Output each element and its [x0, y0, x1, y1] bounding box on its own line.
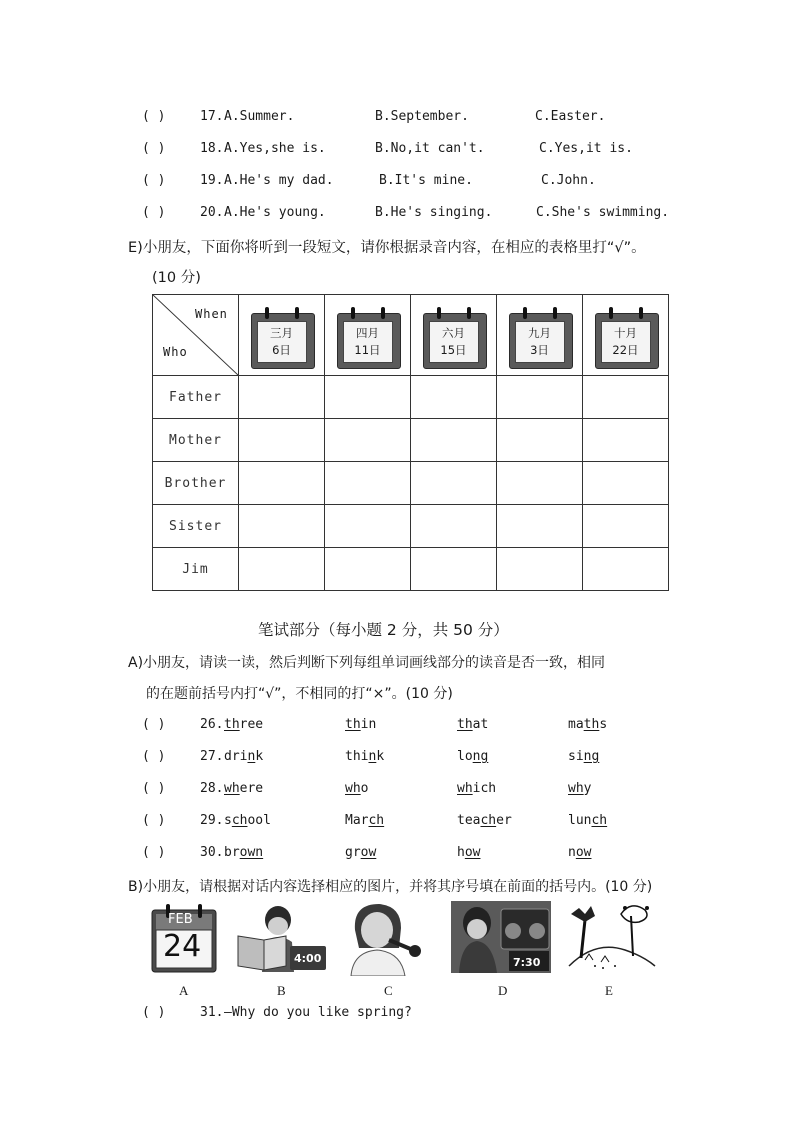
answer-blank[interactable]: ( ): [142, 749, 166, 764]
underlined-segment: wh: [568, 781, 584, 796]
corner-when-label: When: [195, 307, 228, 321]
picture-label: B: [277, 983, 286, 998]
answer-blank[interactable]: ( ): [142, 717, 166, 732]
corner-cell: [153, 295, 239, 376]
row-label: Sister: [153, 505, 239, 548]
picture-label: A: [179, 983, 189, 998]
phonics-word: why: [568, 781, 592, 796]
section-a-instruction-2: 的在题前括号内打“√”，不相同的打“×”。(10 分): [146, 686, 453, 702]
calendar-month: 六月: [442, 326, 465, 340]
picture-label: E: [605, 983, 613, 998]
underlined-segment: ch: [368, 813, 385, 828]
phonics-word: long: [457, 749, 489, 764]
table-row: [153, 419, 669, 462]
answer-cell[interactable]: [497, 462, 583, 505]
date-cell: [239, 295, 325, 376]
table-row: [153, 462, 669, 505]
calendar-month: 三月: [270, 326, 293, 340]
section-e-instruction: E)小朋友，下面你将听到一段短文，请你根据录音内容，在相应的表格里打“√”。: [128, 240, 646, 256]
option-b: B.He's singing.: [375, 205, 493, 220]
answer-blank[interactable]: ( ): [142, 173, 166, 188]
underlined-segment: ng: [472, 749, 489, 764]
phonics-word: which: [457, 781, 497, 796]
answer-cell[interactable]: [497, 548, 583, 591]
phonics-word: sing: [568, 749, 600, 764]
option-a: A.He's my dad.: [224, 173, 334, 188]
answer-cell[interactable]: [411, 505, 497, 548]
underlined-segment: ow: [360, 845, 377, 860]
question-number: 27.: [200, 749, 224, 764]
answer-blank[interactable]: ( ): [142, 141, 166, 156]
phonics-word: March: [345, 813, 385, 828]
answer-cell[interactable]: [325, 505, 411, 548]
answer-cell[interactable]: [411, 419, 497, 462]
clock-time: 4:00: [294, 952, 322, 965]
date-cell: [411, 295, 497, 376]
calendar-month: 四月: [356, 326, 379, 340]
date-cell: [497, 295, 583, 376]
underlined-segment: wh: [345, 781, 361, 796]
option-c: C.Easter.: [535, 109, 606, 124]
question-number: 29.: [200, 813, 224, 828]
phonics-word: where: [224, 781, 264, 796]
calendar-day: 11日: [354, 343, 381, 357]
answer-blank[interactable]: ( ): [142, 845, 166, 860]
answer-cell[interactable]: [583, 505, 669, 548]
underlined-segment: th: [345, 717, 361, 732]
option-c: C.John.: [541, 173, 596, 188]
question-number: 19.: [200, 173, 224, 188]
calendar-day: 3日: [530, 343, 549, 357]
underlined-segment: n: [247, 749, 256, 764]
row-label: Father: [153, 376, 239, 419]
underlined-segment: ch: [591, 813, 608, 828]
answer-cell[interactable]: [325, 462, 411, 505]
row-label: Mother: [153, 419, 239, 462]
girl-radio-clock-icon: [451, 901, 551, 973]
phonics-word: drink: [224, 749, 264, 764]
answer-cell[interactable]: [411, 462, 497, 505]
underlined-segment: ch: [231, 813, 248, 828]
phonics-word: school: [224, 813, 271, 828]
answer-cell[interactable]: [583, 419, 669, 462]
calendar-feb-24-icon: [150, 902, 218, 974]
phonics-word: think: [345, 749, 385, 764]
calendar-month: 九月: [528, 326, 551, 340]
answer-cell[interactable]: [583, 548, 669, 591]
phonics-word: now: [568, 845, 592, 860]
underlined-segment: ch: [480, 813, 497, 828]
phonics-word: that: [457, 717, 489, 732]
answer-blank[interactable]: ( ): [142, 813, 166, 828]
underlined-segment: th: [457, 717, 473, 732]
underlined-segment: ng: [583, 749, 600, 764]
clock-time: 7:30: [513, 956, 541, 969]
row-label: Brother: [153, 462, 239, 505]
calendar-icon: [247, 305, 317, 371]
question-number: 26.: [200, 717, 224, 732]
underlined-segment: ow: [464, 845, 481, 860]
question-number: 17.: [200, 109, 224, 124]
question-number: 31.: [200, 1005, 224, 1020]
answer-cell[interactable]: [239, 419, 325, 462]
answer-cell[interactable]: [239, 548, 325, 591]
option-c: C.Yes,it is.: [539, 141, 633, 156]
underlined-segment: n: [368, 749, 377, 764]
option-a: A.He's young.: [224, 205, 326, 220]
calendar-month: 十月: [614, 326, 637, 340]
calendar-icon: [591, 305, 661, 371]
boy-reading-clock-icon: [234, 902, 328, 974]
answer-blank[interactable]: ( ): [142, 109, 166, 124]
trees-landscape-icon: [565, 900, 657, 974]
girl-singing-microphone-icon: [343, 900, 433, 976]
answer-cell[interactable]: [325, 548, 411, 591]
option-b: B.It's mine.: [379, 173, 473, 188]
calendar-icon: [505, 305, 575, 371]
question-number: 20.: [200, 205, 224, 220]
underlined-segment: wh: [457, 781, 473, 796]
underlined-segment: ow: [575, 845, 592, 860]
phonics-word: three: [224, 717, 264, 732]
underlined-segment: wh: [224, 781, 240, 796]
answer-cell[interactable]: [411, 376, 497, 419]
option-b: B.September.: [375, 109, 469, 124]
answer-blank[interactable]: ( ): [142, 1005, 166, 1020]
section-b-instruction: B)小朋友，请根据对话内容选择相应的图片，并将其序号填在前面的括号内。(10 分): [128, 879, 653, 895]
answer-cell[interactable]: [583, 462, 669, 505]
answer-cell[interactable]: [497, 419, 583, 462]
question-number: 28.: [200, 781, 224, 796]
calendar-icon: [333, 305, 403, 371]
option-a: A.Summer.: [224, 109, 295, 124]
answer-cell[interactable]: [583, 376, 669, 419]
row-label: Jim: [153, 548, 239, 591]
phonics-word: maths: [568, 717, 608, 732]
section-e-score: (10 分): [152, 270, 201, 286]
answer-cell[interactable]: [239, 505, 325, 548]
listening-table: [152, 294, 669, 591]
question-number: 18.: [200, 141, 224, 156]
phonics-word: grow: [345, 845, 377, 860]
answer-cell[interactable]: [497, 376, 583, 419]
phonics-word: teacher: [457, 813, 512, 828]
answer-cell[interactable]: [411, 548, 497, 591]
table-row: [153, 548, 669, 591]
picture-label: C: [384, 983, 393, 998]
section-a-instruction-1: A)小朋友，请读一读，然后判断下列每组单词画线部分的读音是否一致，相同: [128, 655, 606, 671]
table-row: [153, 505, 669, 548]
calendar-day: 22日: [612, 343, 639, 357]
phonics-word: who: [345, 781, 369, 796]
answer-cell[interactable]: [497, 505, 583, 548]
answer-cell[interactable]: [325, 419, 411, 462]
answer-cell[interactable]: [239, 376, 325, 419]
written-section-title: 笔试部分（每小题 2 分，共 50 分）: [258, 621, 509, 639]
underlined-segment: own: [239, 845, 264, 860]
table-header-row: [153, 295, 669, 376]
answer-cell[interactable]: [239, 462, 325, 505]
phonics-word: lunch: [568, 813, 608, 828]
table-row: [153, 376, 669, 419]
question-text: —Why do you like spring?: [224, 1005, 412, 1020]
date-cell: [325, 295, 411, 376]
date-cell: [583, 295, 669, 376]
phonics-word: thin: [345, 717, 377, 732]
calendar-day: 6日: [272, 343, 291, 357]
calendar-day: 24: [163, 929, 202, 964]
option-b: B.No,it can't.: [375, 141, 485, 156]
option-a: A.Yes,she is.: [224, 141, 326, 156]
calendar-icon: [419, 305, 489, 371]
underlined-segment: th: [583, 717, 600, 732]
picture-label: D: [498, 983, 508, 998]
underlined-segment: th: [224, 717, 240, 732]
calendar-day: 15日: [440, 343, 467, 357]
phonics-word: brown: [224, 845, 264, 860]
answer-cell[interactable]: [325, 376, 411, 419]
corner-who-label: Who: [163, 345, 188, 359]
phonics-word: how: [457, 845, 481, 860]
question-number: 30.: [200, 845, 224, 860]
option-c: C.She's swimming.: [536, 205, 670, 220]
calendar-month: FEB: [168, 912, 193, 927]
answer-blank[interactable]: ( ): [142, 781, 166, 796]
answer-blank[interactable]: ( ): [142, 205, 166, 220]
